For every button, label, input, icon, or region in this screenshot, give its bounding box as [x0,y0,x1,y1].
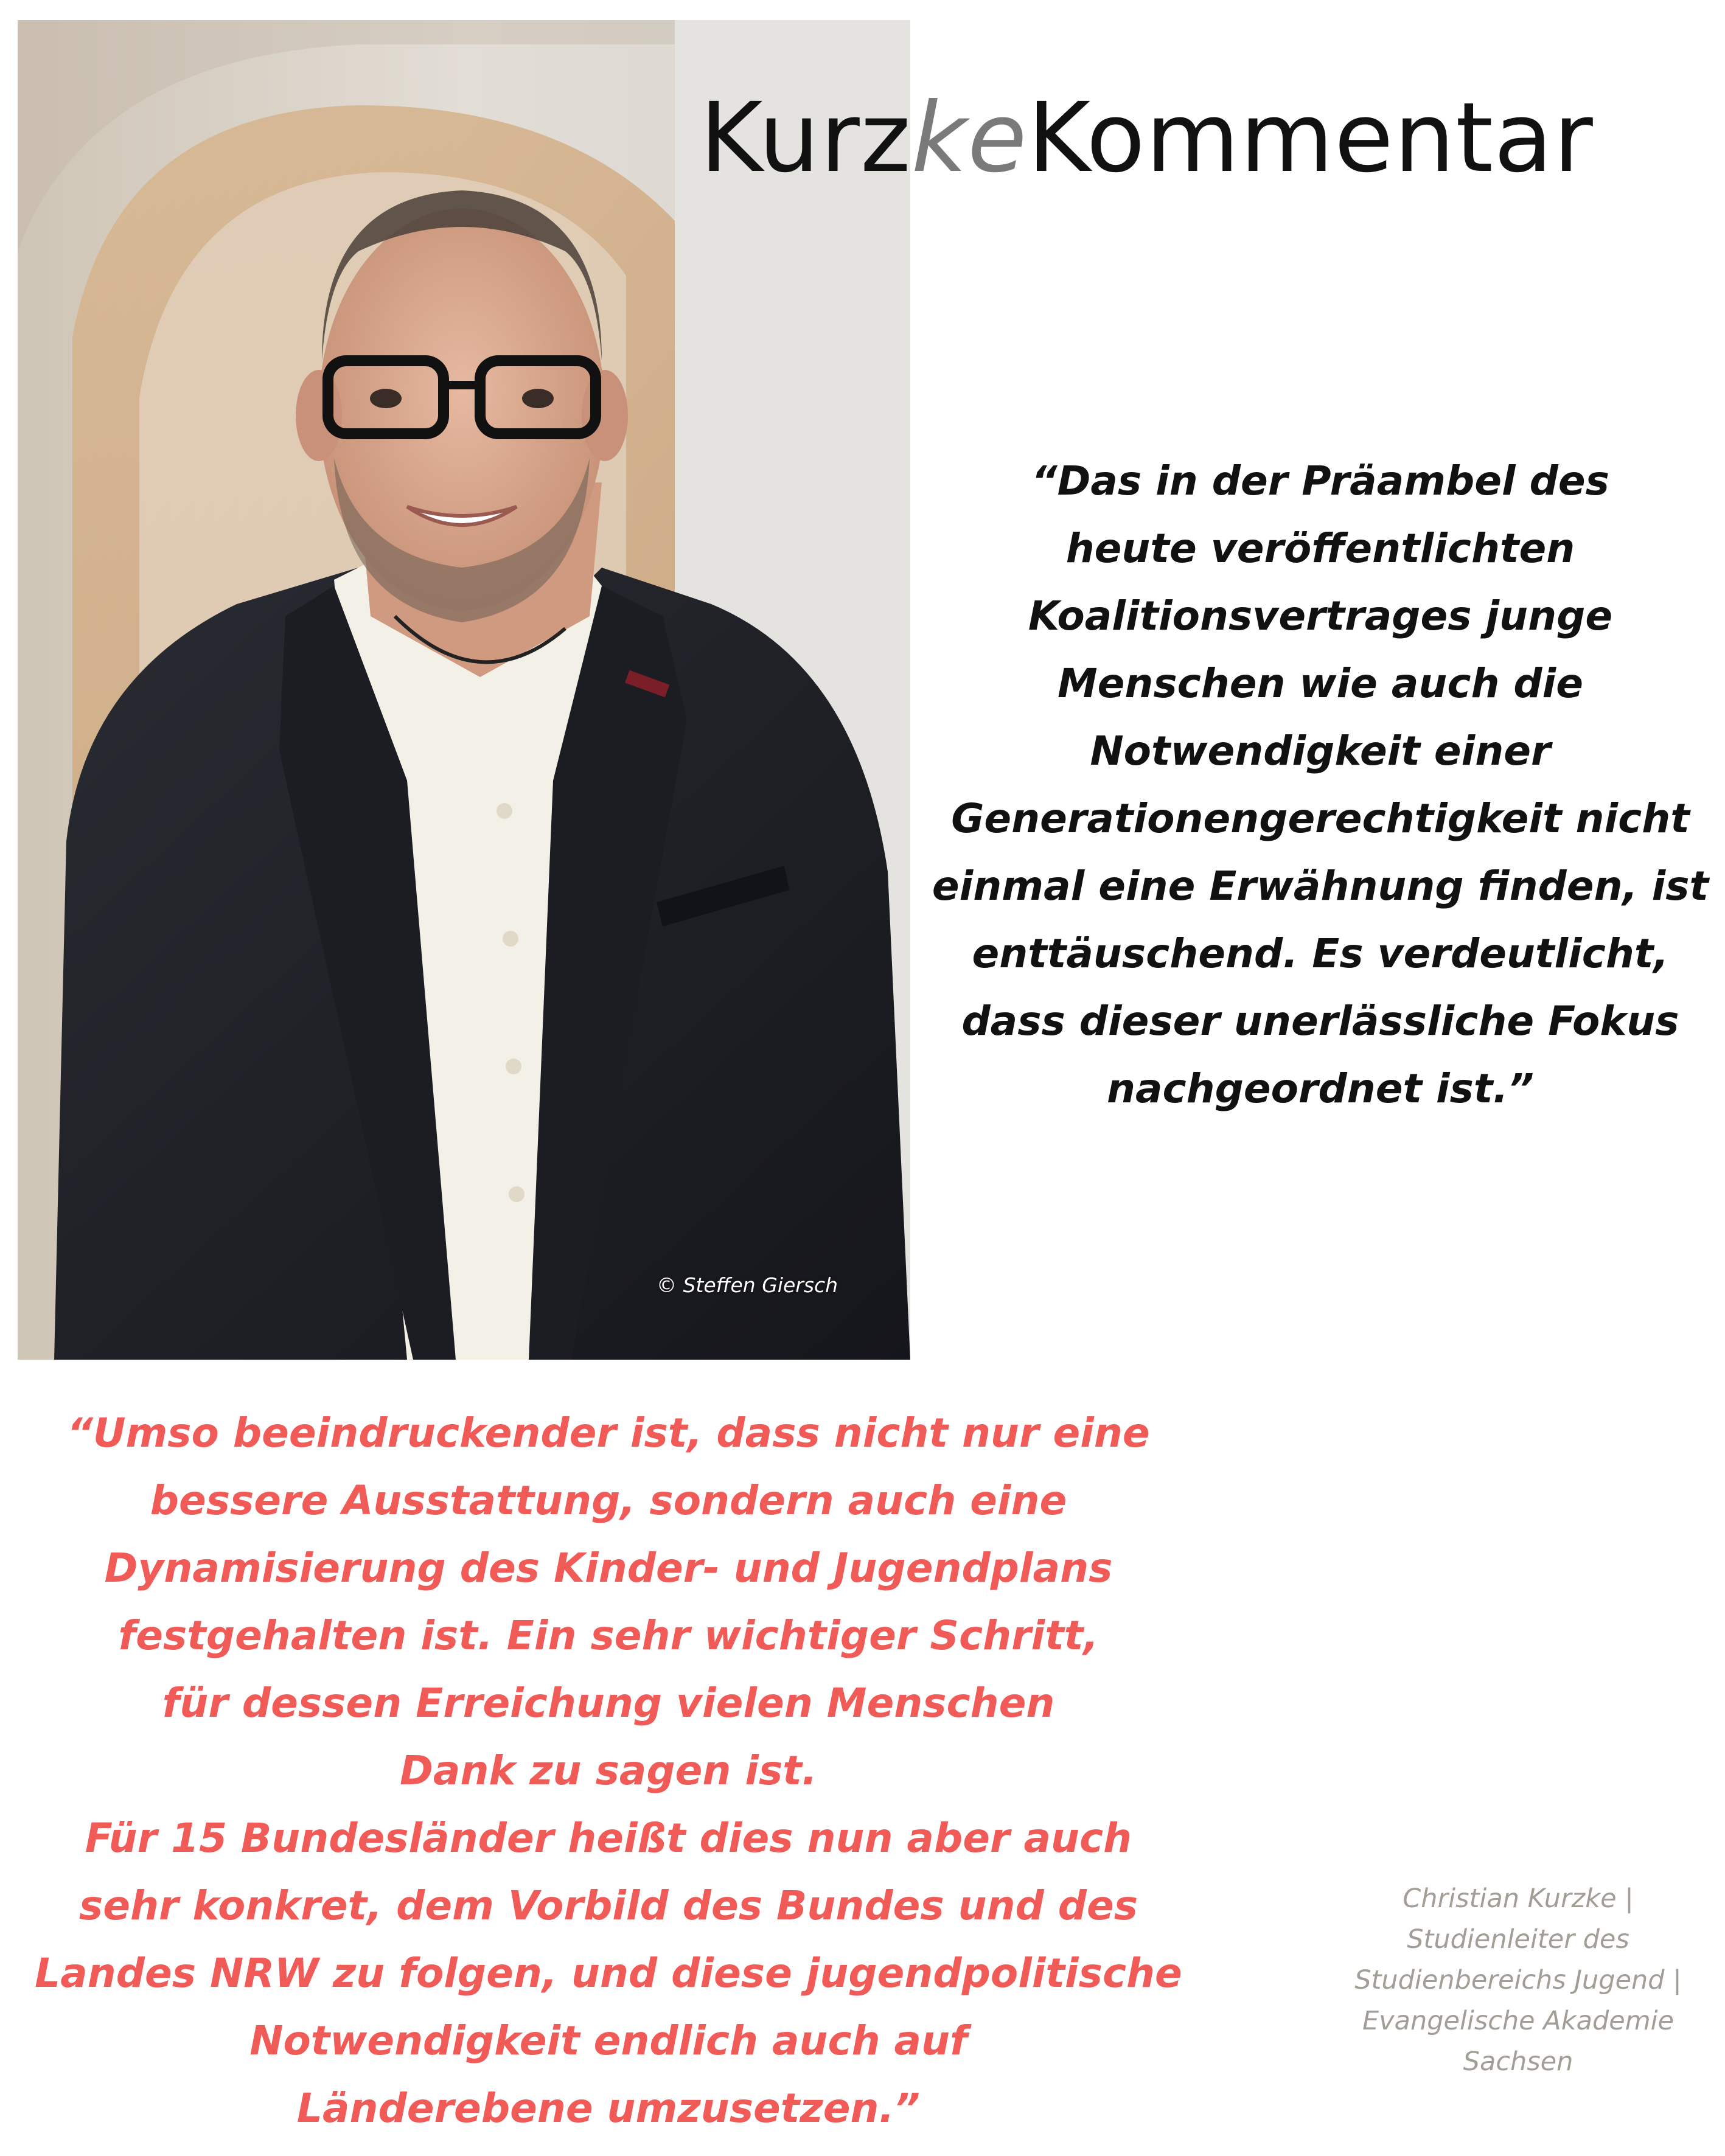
quote-black-line: Menschen wie auch die [1057,660,1584,707]
quote-red-line: “Umso beeindruckender ist, dass nicht nur eine [67,1410,1150,1456]
quote-black-line: enttäuschend. Es verdeutlicht, [972,930,1669,977]
quote-black-line: “Das in der Präambel des [1031,457,1609,504]
quote-black-line: Notwendigkeit einer [1090,728,1551,774]
quote-red-line: festgehalten ist. Ein sehr wichtiger Schritt, [118,1612,1099,1659]
author-line: Studienbereichs Jugend | [1354,1965,1682,1995]
quote-red-line: Für 15 Bundesländer heißt dies nun aber auch [85,1815,1132,1862]
quote-red-line: bessere Ausstattung, sondern auch eine [150,1477,1067,1524]
title-part-ke: ke [911,82,1028,194]
author-line: Studienleiter des [1407,1924,1629,1955]
quote-red-line: Dank zu sagen ist. [400,1747,817,1794]
author-line: Evangelische Akademie [1362,2006,1674,2036]
quote-red-line: Notwendigkeit endlich auch auf [249,2017,967,2064]
quote-red-line: Landes NRW zu folgen, und diese jugendpolitische [35,1950,1182,1997]
portrait-illustration [18,20,910,1360]
portrait-photo [18,20,910,1360]
title-part-kurz: Kurz [700,82,911,194]
quote-red-line: Dynamisierung des Kinder- und Jugendplans [104,1545,1113,1591]
quote-black-line: Koalitionsvertrages junge [1028,593,1613,639]
quote-black-line: einmal eine Erwähnung finden, ist [932,863,1709,909]
quote-black [916,447,1725,1122]
quote-red [12,1399,1205,2142]
author-attribution [1314,1879,1722,2082]
author-line: Christian Kurzke | [1403,1883,1634,1914]
page-title [700,82,1594,194]
quote-red-line: für dessen Erreichung vielen Menschen [162,1680,1055,1727]
photo-credit: © Steffen Giersch [657,1273,838,1297]
title-part-kommentar: Kommentar [1027,82,1594,194]
quote-black-line: dass dieser unerlässliche Fokus [961,998,1679,1045]
quote-black-line: nachgeordnet ist.” [1106,1065,1535,1112]
quote-black-line: heute veröffentlichten [1065,525,1575,572]
author-line: Sachsen [1463,2046,1573,2077]
quote-red-line: Länderebene umzusetzen.” [296,2085,921,2132]
quote-red-line: sehr konkret, dem Vorbild des Bundes und des [78,1882,1138,1929]
quote-black-line: Generationengerechtigkeit nicht [951,795,1690,842]
